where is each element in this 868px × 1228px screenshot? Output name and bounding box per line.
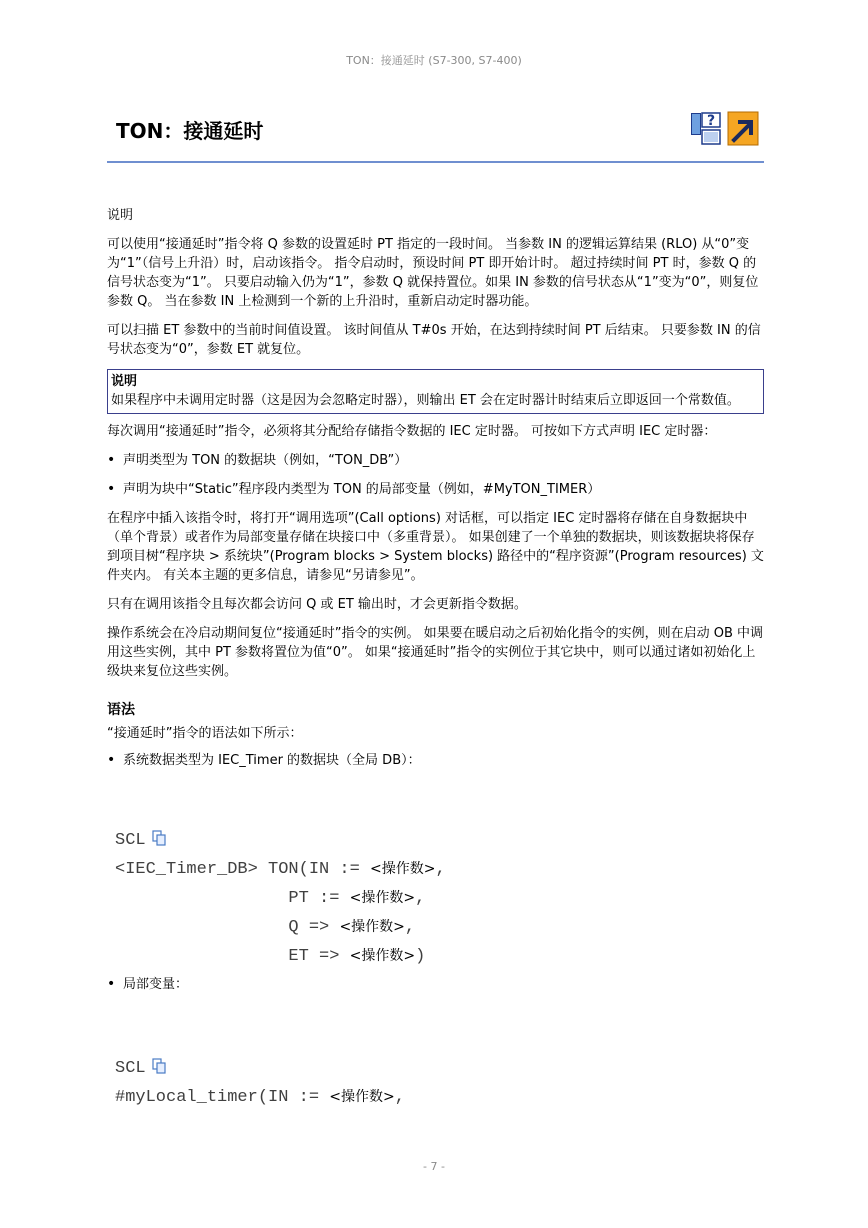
operand-placeholder: <操作数> [329, 1089, 395, 1105]
paragraph-3: 每次调用“接通延时”指令，必须将其分配给存储指令数据的 IEC 定时器。 可按如下方式声明 IEC 定时器： [107, 424, 717, 439]
code-line-1: <IEC_Timer_DB> TON(IN := [115, 860, 371, 879]
operand-placeholder: <操作数> [339, 919, 405, 935]
note-text: 如果程序中未调用定时器（这是因为会忽略定时器），则输出 ET 会在定时器计时结束后立即返回一个常数值。 [111, 393, 740, 408]
syntax-heading: 语法 [107, 702, 135, 718]
copy-icon[interactable] [152, 830, 166, 846]
syntax-list-2 [107, 975, 764, 994]
code-block-local-variable [115, 1054, 764, 1112]
code-block-global-db [115, 826, 764, 971]
syntax-list-1 [107, 751, 764, 770]
page-title: TON：接通延时 [116, 119, 264, 143]
list-item [107, 751, 764, 770]
paragraph-2: 可以扫描 ET 参数中的当前时间值设置。 该时间值从 T#0s 开始，在达到持续时间 PT 后结束。 只要参数 IN 的信号状态变为“0”，参数 ET 就复位。 [107, 323, 761, 357]
syntax-intro: “接通延时”指令的语法如下所示： [107, 726, 303, 741]
list-item-text: 局部变量： [123, 977, 189, 992]
code-line-2: PT := [115, 889, 350, 908]
main-content [107, 206, 764, 1112]
list-item-text: 声明为块中“Static”程序段内类型为 TON 的局部变量（例如，#MyTON_TIMER） [123, 482, 601, 497]
copy-icon[interactable] [152, 1058, 166, 1074]
help-topic-icon[interactable] [691, 113, 720, 144]
bullet-icon: • [107, 481, 116, 497]
bullet-icon: • [107, 452, 116, 468]
note-box [107, 369, 764, 414]
note-title: 说明 [111, 374, 138, 389]
code-punct: , [435, 860, 446, 879]
bullet-icon: • [107, 752, 116, 768]
code-punct: , [404, 918, 416, 937]
svg-text:?: ? [706, 113, 716, 129]
code-line-4: ET => [115, 947, 350, 966]
operand-placeholder: <操作数> [349, 948, 416, 964]
paragraph-6: 操作系统会在冷启动期间复位“接通延时”指令的实例。 如果要在暖启动之后初始化指令的实例，则在启动 OB 中调用这些实例，其中 PT 参数将置位为值“0”。 如果“接通延时”指令的实例位于其它块中，则可以通过诸如初始化上级块来复位这些实例。 [107, 626, 764, 679]
code-line-3: Q => [115, 918, 340, 937]
operand-placeholder: <操作数> [370, 861, 436, 877]
list-item [107, 480, 764, 499]
code-punct: , [415, 889, 426, 908]
page-number: - 7 - [423, 1160, 445, 1173]
page-header: TON：接通延时 (S7-300, S7-400) [346, 54, 522, 67]
bullet-icon: • [107, 976, 116, 992]
description-label: 说明 [107, 208, 134, 223]
list-item [107, 975, 764, 994]
paragraph-5: 只有在调用该指令且每次都会访问 Q 或 ET 输出时，才会更新指令数据。 [107, 597, 527, 612]
link-arrow-icon[interactable] [728, 112, 758, 145]
code-language-label: SCL [115, 831, 146, 850]
list-item [107, 451, 764, 470]
declaration-list [107, 451, 764, 499]
title-icons [690, 110, 760, 148]
list-item-text: 声明类型为 TON 的数据块（例如，“TON_DB”） [123, 453, 408, 468]
code-line-1: #myLocal_timer(IN := [115, 1088, 330, 1107]
code-punct: , [394, 1088, 405, 1107]
paragraph-4: 在程序中插入该指令时，将打开“调用选项”(Call options) 对话框，可以指定 IEC 定时器将存储在自身数据块中（单个背景）或者作为局部变量存储在块接口中（多重背景）。 如果创建了一个单独的数据块，则该数据块将保存到项目树“程序块 > 系统块”(Program blocks > System blocks) 路径中的“程序资源”(Program resources) 文件夹内。 有关本主题的更多信息，请参见“另请参见”。 [107, 511, 764, 583]
title-rule [107, 161, 764, 163]
list-item-text: 系统数据类型为 IEC_Timer 的数据块（全局 DB）： [123, 753, 421, 768]
code-language-label: SCL [115, 1059, 146, 1078]
code-punct: ) [415, 947, 426, 966]
paragraph-1: 可以使用“接通延时”指令将 Q 参数的设置延时 PT 指定的一段时间。 当参数 IN 的逻辑运算结果 (RLO) 从“0”变为“1”（信号上升沿）时，启动该指令。 指令启动时，预设时间 PT 即开始计时。 超过持续时间 PT 时，参数 Q 的信号状态变为“1”。 只要启动输入仍为“1”，参数 Q 就保持置位。如果 IN 参数的信号状态从“1”变为“0”，则复位参数 Q。 当在参数 IN 上检测到一个新的上升沿时，重新启动定时器功能。 [107, 237, 759, 309]
operand-placeholder: <操作数> [349, 890, 416, 906]
